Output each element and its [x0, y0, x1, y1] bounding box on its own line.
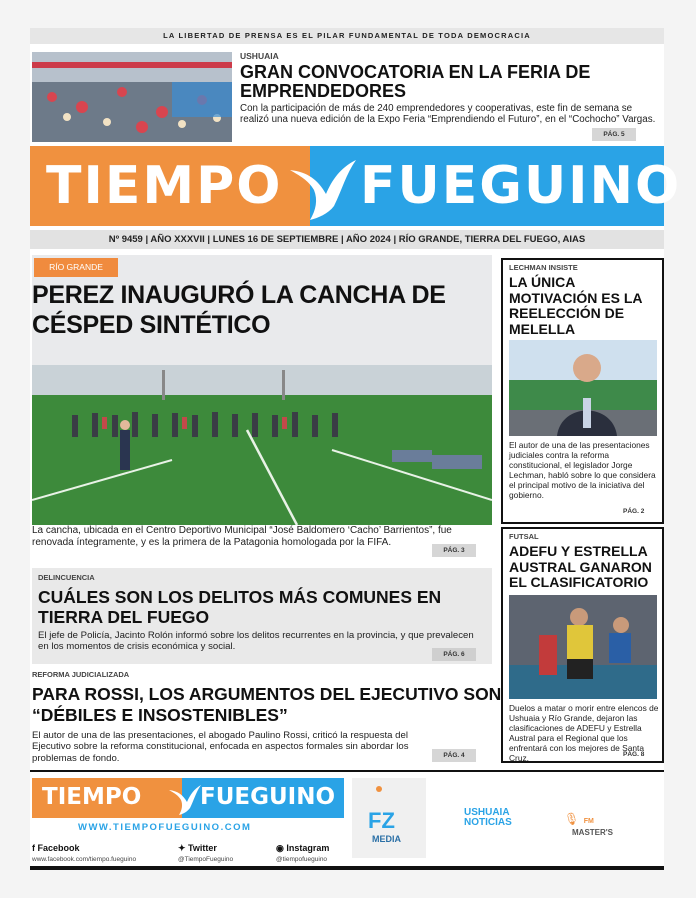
ushuaia-noticias-logo[interactable] [464, 808, 512, 828]
footer-logo[interactable] [32, 778, 344, 818]
masthead-title-right: FUEGUINO [360, 156, 682, 216]
instagram-label: Instagram [286, 843, 330, 853]
ushuaia-noticias-bottom: NOTICIAS [464, 817, 512, 828]
instagram-handle: @tiempofueguino [276, 856, 328, 863]
main-page-ref: PÁG. 3 [432, 544, 476, 557]
edition-line: Nº 9459 | AÑO XXXVII | LUNES 16 DE SEPTIEMBRE | AÑO 2024 | RÍO GRANDE, TIERRA DEL FUEGO, AIAS [30, 230, 664, 249]
twitter-icon: ✦ [178, 843, 189, 853]
fz-media-logo[interactable] [352, 778, 426, 858]
footer-divider [30, 770, 664, 772]
fz-logo-text: FZ [368, 808, 395, 833]
futsal-photo [509, 595, 657, 699]
side2-page-ref: PÁG. 8 [623, 751, 645, 758]
footer-facebook[interactable] [32, 838, 162, 863]
lechman-photo [509, 340, 657, 436]
story-delincuencia [32, 568, 492, 664]
facebook-icon: f [32, 843, 38, 853]
ushuaia-noticias-top: USHUAIA [464, 807, 510, 818]
story3-summary: El autor de una de las presentaciones, el abogado Paulino Rossi, criticó la respuesta del Ejecutivo sobre la reforma constitucional, enfocada en aspectos formales sin abordar los problemas de fondo. [32, 730, 409, 764]
story3-page-ref: PÁG. 4 [432, 749, 476, 762]
fm-masters-logo[interactable] [564, 810, 613, 837]
facebook-label: Facebook [37, 843, 80, 853]
story2-headline[interactable]: CUÁLES SON LOS DELITOS MÁS COMUNES EN TIERRA DEL FUEGO [38, 587, 442, 627]
story2-summary: El jefe de Policía, Jacinto Rolón informó sobre los delitos recurrentes en la provincia, y que prevalecen en los momentos de crisis económica y social. [38, 630, 474, 653]
lead-summary: Con la participación de más de 240 emprendedores y cooperativas, este fin de semana se realizó una nueva edición de la Expo Feria “Emprendiendo el Futuro”, en el “Cochocho” Vargas. [240, 103, 656, 126]
footer-logo-left: TIEMPO [42, 784, 142, 810]
main-category-tag: RÍO GRANDE [34, 258, 118, 277]
masters-label: MASTER'S [572, 828, 614, 837]
lead-headline[interactable]: GRAN CONVOCATORIA EN LA FERIA DE EMPRENDEDORES [240, 62, 591, 101]
footer-logo-right: FUEGUINO [200, 784, 336, 810]
story3-headline[interactable]: PARA ROSSI, LOS ARGUMENTOS DEL EJECUTIVO SON “DÉBILES E INSOSTENIBLES” [32, 684, 502, 725]
side2-summary: Duelos a matar o morir entre elencos de Ushuaia y Río Grande, dejaron las clasificaciones de ADEFU y Estrella Austral para el Regional que los enfrentará con los mejores de Santa Cruz. [509, 703, 659, 763]
side1-page-ref: PÁG. 2 [623, 508, 645, 515]
footer-bird-icon [168, 780, 202, 816]
fz-dot-icon [376, 786, 382, 792]
fm-label: FM [583, 818, 594, 825]
story3-kicker: REFORMA JUDICIALIZADA [32, 670, 130, 679]
bottom-border [30, 866, 664, 870]
story2-page-ref: PÁG. 6 [432, 648, 476, 661]
side1-headline[interactable]: LA ÚNICA MOTIVACIÓN ES LA REELECCIÓN DE MELELLA [509, 274, 642, 337]
newspaper-front-page [30, 28, 682, 870]
footer-url[interactable]: WWW.TIEMPOFUEGUINO.COM [78, 822, 252, 833]
side2-kicker: FUTSAL [509, 532, 539, 541]
story2-kicker: DELINCUENCIA [38, 573, 95, 582]
side1-kicker: LECHMAN INSISTE [509, 263, 578, 272]
footer-twitter[interactable] [178, 838, 268, 863]
microphone-icon: 🎙 [564, 812, 580, 826]
masthead [30, 146, 682, 226]
side-story-lechman [501, 258, 664, 524]
lead-photo [32, 52, 232, 142]
fz-media-text: MEDIA [372, 834, 401, 844]
bird-icon [288, 150, 358, 222]
twitter-handle: @TiempoFueguino [178, 856, 234, 863]
twitter-label: Twitter [188, 843, 217, 853]
top-banner: LA LIBERTAD DE PRENSA ES EL PILAR FUNDAMENTAL DE TODA DEMOCRACIA [30, 28, 664, 44]
side1-summary: El autor de una de las presentaciones judiciales contra la reforma constitucional, el legislador Jorge Lechman, habló sobre lo que considera el principal motivo de la iniciativa del gobierno. [509, 440, 656, 500]
side-story-futsal [501, 527, 664, 763]
facebook-handle: www.facebook.com/tiempo.fueguino [32, 856, 137, 863]
masthead-title-left: TIEMPO [46, 156, 283, 216]
lead-kicker: USHUAIA [240, 51, 279, 61]
main-headline[interactable]: PEREZ INAUGURÓ LA CANCHA DE CÉSPED SINTÉTICO [32, 281, 446, 339]
crowd-photo [32, 52, 232, 142]
side2-headline[interactable]: ADEFU Y ESTRELLA AUSTRAL GANARON EL CLASIFICATORIO [509, 543, 652, 590]
main-caption: La cancha, ubicada en el Centro Deportivo Municipal “José Baldomero ‘Cacho’ Barrientos”, fue renovada íntegramente, y es la primera de la Patagonia homologada por la FIFA. [32, 525, 452, 548]
lead-page-ref: PÁG. 5 [592, 128, 636, 141]
instagram-icon: ◉ [276, 843, 287, 853]
